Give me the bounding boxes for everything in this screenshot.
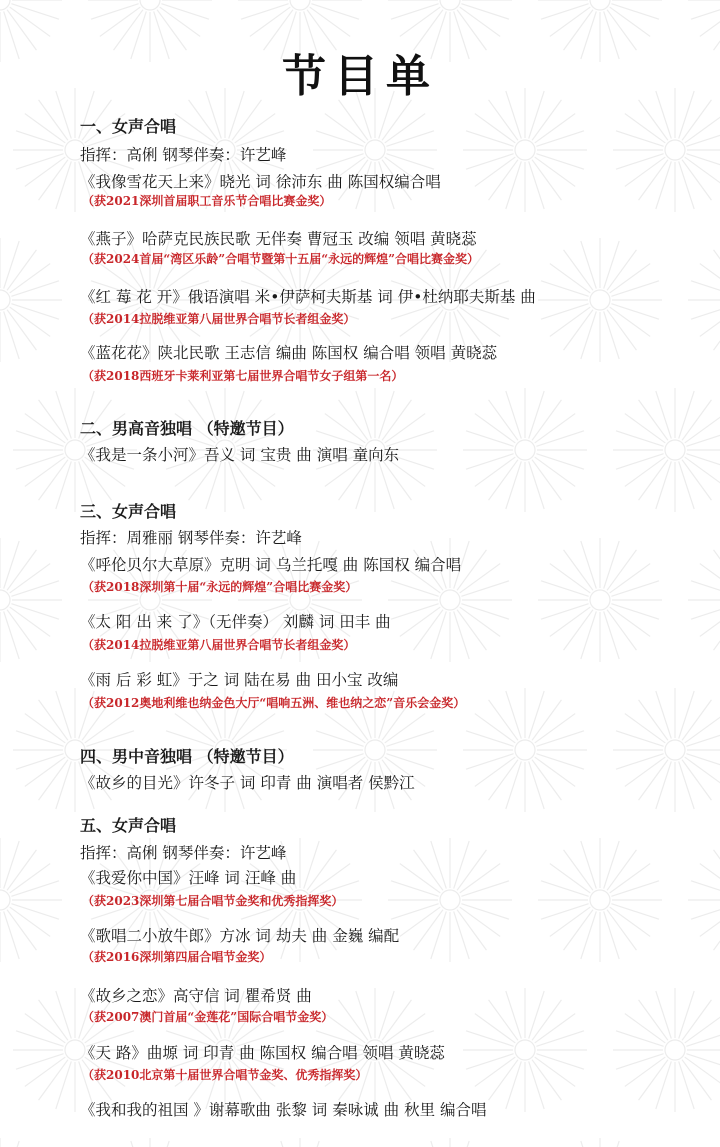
award-note: （获2014拉脱维亚第八届世界合唱节长者组金奖）	[82, 312, 356, 326]
award-note: （获2023深圳第七届合唱节金奖和优秀指挥奖）	[82, 894, 344, 908]
section-heading: 三、女声合唱	[80, 502, 177, 521]
award-note: （获2010北京第十届世界合唱节金奖、优秀指挥奖）	[82, 1068, 368, 1082]
program-line: 《红 莓 花 开》俄语演唱 米•伊萨柯夫斯基 词 伊•杜纳耶夫斯基 曲	[80, 288, 536, 306]
program-line: 《燕子》哈萨克民族民歌 无伴奏 曹冠玉 改编 领唱 黄晓蕊	[80, 230, 477, 248]
section-heading: 四、男中音独唱 （特邀节目）	[80, 747, 294, 766]
program-line: 《蓝花花》陕北民歌 王志信 编曲 陈国权 编合唱 领唱 黄晓蕊	[80, 344, 498, 362]
program-line: 《太 阳 出 来 了》（无伴奏） 刘麟 词 田丰 曲	[80, 613, 391, 631]
award-note: （获2018西班牙卡莱利亚第七届世界合唱节女子组第一名）	[82, 369, 404, 383]
award-note: （获2024首届“湾区乐龄”合唱节暨第十五届“永远的辉煌”合唱比赛金奖）	[82, 252, 480, 266]
program-line: 《我和我的祖国 》谢幕歌曲 张黎 词 秦咏诚 曲 秋里 编合唱	[80, 1101, 487, 1119]
program-line: 《我像雪花天上来》晓光 词 徐沛东 曲 陈国权编合唱	[80, 173, 441, 191]
program-line: 《故乡之恋》高守信 词 瞿希贤 曲	[80, 987, 312, 1005]
award-note: （获2007澳门首届“金莲花”国际合唱节金奖）	[82, 1010, 334, 1024]
section-heading: 二、男高音独唱 （特邀节目）	[80, 419, 294, 438]
program-line: 指挥：周雅丽 钢琴伴奏：许艺峰	[80, 529, 302, 547]
program-line: 《天 路》曲塬 词 印青 曲 陈国权 编合唱 领唱 黄晓蕊	[80, 1044, 445, 1062]
page-title: 节目单	[282, 51, 438, 102]
program-line: 指挥：高俐 钢琴伴奏：许艺峰	[80, 146, 287, 164]
award-note: （获2016深圳第四届合唱节金奖）	[82, 950, 272, 964]
award-note: （获2014拉脱维亚第八届世界合唱节长者组金奖）	[82, 638, 356, 652]
award-note: （获2018深圳第十届“永远的辉煌”合唱比赛金奖）	[82, 580, 358, 594]
section-heading: 五、女声合唱	[80, 816, 177, 835]
program-line: 《我爱你中国》汪峰 词 汪峰 曲	[80, 869, 297, 887]
program-line: 《歌唱二小放牛郎》方冰 词 劫夫 曲 金巍 编配	[80, 927, 400, 945]
program-line: 《呼伦贝尔大草原》克明 词 乌兰托嘎 曲 陈国权 编合唱	[80, 556, 462, 574]
program-line: 《我是一条小河》吾义 词 宝贵 曲 演唱 童向东	[80, 446, 400, 464]
program-line: 《雨 后 彩 虹》于之 词 陆在易 曲 田小宝 改编	[80, 671, 399, 689]
program-line: 《故乡的目光》许冬子 词 印青 曲 演唱者 侯黔江	[80, 774, 415, 792]
program-line: 指挥：高俐 钢琴伴奏：许艺峰	[80, 844, 287, 862]
section-heading: 一、女声合唱	[80, 117, 177, 136]
award-note: （获2012奥地利维也纳金色大厅“唱响五洲、维也纳之恋”音乐会金奖）	[82, 696, 466, 710]
award-note: （获2021深圳首届职工音乐节合唱比赛金奖）	[82, 194, 332, 208]
